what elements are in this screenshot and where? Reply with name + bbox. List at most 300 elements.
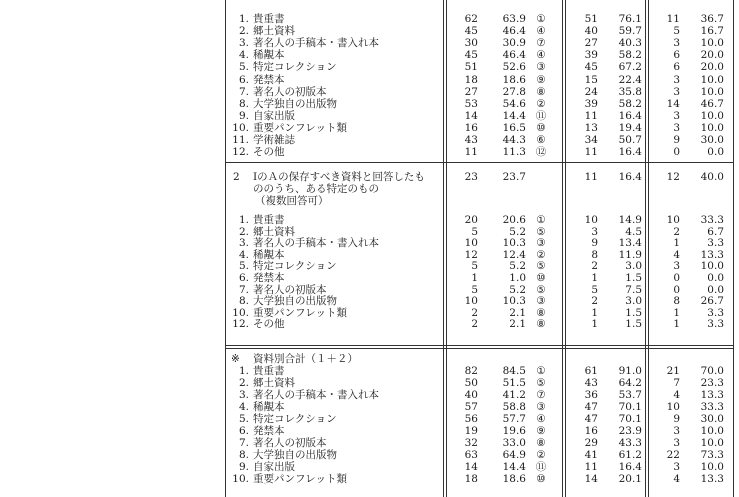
cell-n3: 10 (666, 214, 680, 226)
cell-rank: ⑧ (536, 85, 546, 98)
cell-n1: 53 (464, 97, 478, 110)
section-2-heading-line2: ののうち、ある特定のもの (253, 183, 379, 195)
cell-n3: 9 (673, 413, 680, 425)
cell-p1: 19.6 (502, 425, 526, 437)
cell-n1: 45 (464, 25, 478, 38)
cell-p2: 7.5 (625, 283, 642, 296)
cell-p3: 3.3 (707, 318, 724, 331)
cell-rank: ⑤ (536, 225, 546, 238)
cell-no: 7. (238, 283, 249, 296)
cell-n3: 1 (673, 306, 680, 319)
cell-label: 大学独自の出版物 (253, 295, 337, 308)
table-row (0, 134, 739, 146)
cell-n3: 4 (673, 248, 680, 261)
cell-p1: 10.3 (502, 295, 526, 308)
cell-p2: 14.9 (618, 214, 642, 226)
cell-n3: 0 (673, 283, 680, 296)
table-row (0, 37, 739, 49)
cell-label: 稀覯本 (253, 49, 285, 62)
cell-p2: 4.5 (625, 225, 642, 238)
cell-p3: 0.0 (707, 283, 724, 296)
cell-label: 特定コレクション (253, 61, 337, 74)
cell-p1: 27.8 (502, 85, 526, 98)
cell-p1: 11.3 (502, 146, 526, 159)
section-2-total-n3: 12 (666, 171, 680, 183)
table-row (0, 25, 739, 37)
cell-n1: 56 (464, 413, 478, 425)
section-2-total-p3: 40.0 (700, 171, 724, 183)
cell-no: 3. (238, 37, 249, 50)
cell-n1: 5 (471, 283, 478, 296)
cell-label: 著名人の初版本 (253, 85, 327, 98)
cell-p3: 20.0 (700, 61, 724, 74)
cell-p3: 20.0 (700, 49, 724, 62)
cell-n2: 61 (584, 365, 598, 377)
cell-no: 1. (238, 13, 249, 25)
cell-p2: 13.4 (618, 237, 642, 250)
cell-label: 学術雑誌 (253, 134, 295, 146)
cell-label: 貴重書 (253, 214, 285, 226)
table-row (0, 473, 739, 485)
cell-p3: 10.0 (700, 109, 724, 122)
cell-n3: 3 (673, 73, 680, 86)
cell-n1: 45 (464, 49, 478, 62)
cell-n1: 30 (464, 37, 478, 50)
cell-n1: 43 (464, 134, 478, 146)
table-row (0, 49, 739, 61)
cell-p2: 35.8 (618, 85, 642, 98)
table-row (0, 425, 739, 437)
cell-p2: 11.9 (618, 248, 642, 261)
cell-n2: 1 (591, 318, 598, 331)
cell-p3: 26.7 (700, 295, 724, 308)
cell-rank: ④ (536, 413, 546, 425)
table-row (0, 146, 739, 158)
cell-no: 10. (232, 121, 249, 134)
table-row (0, 61, 739, 73)
cell-no: 1. (238, 214, 249, 226)
section-2-heading-line1: ⅠのＡの保存すべき資料と回答したも (253, 171, 425, 183)
cell-n1: 10 (464, 295, 478, 308)
cell-label: その他 (253, 146, 285, 159)
cell-p3: 23.3 (700, 377, 724, 389)
cell-p1: 2.1 (509, 306, 526, 319)
cell-n1: 40 (464, 389, 478, 401)
cell-n3: 1 (673, 318, 680, 331)
cell-p3: 10.0 (700, 37, 724, 50)
cell-label: 稀覯本 (253, 248, 285, 261)
cell-p3: 3.3 (707, 306, 724, 319)
cell-rank: ⑪ (535, 461, 547, 473)
cell-no: 5. (238, 413, 249, 425)
cell-n2: 9 (591, 237, 598, 250)
cell-p1: 46.4 (502, 49, 526, 62)
table-row (0, 318, 739, 330)
cell-p2: 91.0 (618, 365, 642, 377)
section-2-total-n2: 11 (584, 171, 598, 183)
cell-p2: 58.2 (618, 49, 642, 62)
cell-rank: ④ (536, 25, 546, 38)
cell-p2: 50.7 (618, 134, 642, 146)
cell-p3: 13.3 (700, 248, 724, 261)
cell-n1: 18 (464, 473, 478, 485)
cell-n1: 10 (464, 237, 478, 250)
cell-p3: 10.0 (700, 121, 724, 134)
cell-label: 発禁本 (253, 425, 285, 437)
cell-no: 9. (238, 109, 249, 122)
cell-n2: 10 (584, 214, 598, 226)
cell-p2: 16.4 (618, 146, 642, 159)
table-row (0, 13, 739, 25)
cell-rank: ⑤ (536, 283, 546, 296)
cell-n2: 1 (591, 306, 598, 319)
cell-no: 2. (238, 225, 249, 238)
cell-p2: 43.3 (618, 437, 642, 449)
cell-p3: 16.7 (700, 25, 724, 38)
cell-p1: 5.2 (509, 283, 526, 296)
cell-n1: 19 (464, 425, 478, 437)
cell-n2: 36 (584, 389, 598, 401)
table-row (0, 437, 739, 449)
cell-p1: 5.2 (509, 225, 526, 238)
cell-n3: 11 (666, 13, 680, 25)
cell-rank: ⑧ (536, 306, 546, 319)
section-2-heading-line3: （複数回答可） (255, 195, 329, 207)
table-row (0, 260, 739, 272)
cell-rank: ② (536, 449, 546, 461)
cell-n1: 14 (464, 461, 478, 473)
cell-n3: 5 (673, 25, 680, 38)
cell-no: 10. (232, 306, 249, 319)
cell-n2: 11 (584, 109, 598, 122)
cell-n3: 1 (673, 237, 680, 250)
cell-label: 発禁本 (253, 272, 285, 284)
cell-p1: 16.5 (502, 121, 526, 134)
cell-label: 著名人の初版本 (253, 437, 327, 449)
cell-n2: 39 (584, 49, 598, 62)
cell-p2: 3.0 (625, 295, 642, 308)
cell-rank: ⑧ (536, 437, 546, 449)
cell-p2: 64.2 (618, 377, 642, 389)
cell-no: 6. (238, 425, 249, 437)
table-rule-sec1-end (225, 162, 734, 163)
cell-p2: 53.7 (618, 389, 642, 401)
cell-no: 12. (232, 318, 249, 331)
table-row (0, 284, 739, 296)
table-row (0, 98, 739, 110)
cell-n3: 7 (673, 377, 680, 389)
cell-n1: 51 (464, 61, 478, 74)
cell-p3: 13.3 (700, 473, 724, 485)
cell-rank: ⑨ (536, 425, 546, 437)
cell-n2: 16 (584, 425, 598, 437)
cell-no: 4. (238, 248, 249, 261)
cell-label: 大学独自の出版物 (253, 97, 337, 110)
cell-rank: ⑩ (536, 121, 546, 134)
cell-rank: ⑩ (536, 272, 546, 284)
cell-n1: 5 (471, 260, 478, 273)
cell-n3: 6 (673, 61, 680, 74)
cell-n2: 2 (591, 295, 598, 308)
section-2-total-p1: 23.7 (502, 171, 526, 183)
cell-n3: 6 (673, 49, 680, 62)
section-2-heading-no: 2 (233, 171, 240, 183)
cell-p1: 18.6 (502, 73, 526, 86)
cell-rank: ⑧ (536, 318, 546, 331)
cell-no: 11. (232, 134, 249, 146)
cell-n2: 29 (584, 437, 598, 449)
cell-p2: 70.1 (618, 413, 642, 425)
cell-label: 郷土資料 (253, 377, 295, 389)
cell-n1: 82 (464, 365, 478, 377)
cell-n1: 63 (464, 449, 478, 461)
cell-no: 8. (238, 449, 249, 461)
cell-n3: 3 (673, 260, 680, 273)
table-row (0, 272, 739, 284)
cell-p3: 73.3 (700, 449, 724, 461)
cell-n1: 18 (464, 73, 478, 86)
cell-n1: 62 (464, 13, 478, 25)
cell-n3: 3 (673, 109, 680, 122)
cell-p1: 12.4 (502, 248, 526, 261)
cell-rank: ⑥ (536, 134, 546, 146)
cell-p3: 10.0 (700, 85, 724, 98)
cell-p1: 64.9 (502, 449, 526, 461)
cell-p2: 19.4 (618, 121, 642, 134)
cell-rank: ⑪ (535, 109, 547, 122)
cell-rank: ① (536, 214, 546, 226)
cell-n3: 3 (673, 461, 680, 473)
cell-p2: 70.1 (618, 401, 642, 413)
cell-p1: 51.5 (502, 377, 526, 389)
cell-n1: 27 (464, 85, 478, 98)
cell-p3: 33.3 (700, 401, 724, 413)
cell-label: 特定コレクション (253, 413, 337, 425)
cell-n2: 5 (591, 283, 598, 296)
table-row (0, 74, 739, 86)
table-row (0, 249, 739, 261)
cell-label: 自家出版 (253, 109, 295, 122)
cell-label: 著名人の初版本 (253, 283, 327, 296)
cell-n2: 39 (584, 97, 598, 110)
cell-no: 2. (238, 377, 249, 389)
cell-n2: 45 (584, 61, 598, 74)
table-row (0, 214, 739, 226)
cell-n2: 8 (591, 248, 598, 261)
cell-n2: 15 (584, 73, 598, 86)
table-row (0, 122, 739, 134)
cell-p1: 20.6 (502, 214, 526, 226)
cell-label: 重要パンフレット類 (253, 306, 347, 319)
cell-p3: 3.3 (707, 237, 724, 250)
cell-n1: 14 (464, 109, 478, 122)
cell-rank: ⑨ (536, 73, 546, 86)
section-3-heading-mark: ※ (231, 353, 240, 365)
cell-p3: 10.0 (700, 260, 724, 273)
cell-n3: 22 (666, 449, 680, 461)
cell-label: 重要パンフレット類 (253, 473, 347, 485)
cell-p2: 1.5 (625, 306, 642, 319)
cell-n1: 50 (464, 377, 478, 389)
cell-n3: 0 (673, 272, 680, 284)
cell-no: 6. (238, 272, 249, 284)
cell-no: 8. (238, 97, 249, 110)
table-row (0, 401, 739, 413)
cell-label: 重要パンフレット類 (253, 121, 347, 134)
cell-n3: 3 (673, 121, 680, 134)
cell-no: 3. (238, 237, 249, 250)
cell-label: 著名人の手稿本・書入れ本 (253, 37, 379, 50)
cell-p3: 70.0 (700, 365, 724, 377)
cell-no: 12. (232, 146, 249, 159)
cell-p1: 5.2 (509, 260, 526, 273)
cell-p1: 54.6 (502, 97, 526, 110)
cell-p2: 59.7 (618, 25, 642, 38)
cell-p1: 57.7 (502, 413, 526, 425)
cell-rank: ④ (536, 49, 546, 62)
cell-p3: 36.7 (700, 13, 724, 25)
table-row (0, 307, 739, 319)
cell-no: 5. (238, 61, 249, 74)
cell-p2: 20.1 (618, 473, 642, 485)
cell-p2: 3.0 (625, 260, 642, 273)
cell-rank: ⑫ (535, 146, 547, 159)
table-row (0, 237, 739, 249)
cell-p1: 14.4 (502, 109, 526, 122)
cell-p1: 18.6 (502, 473, 526, 485)
cell-p1: 84.5 (502, 365, 526, 377)
cell-p1: 41.2 (502, 389, 526, 401)
cell-no: 9. (238, 461, 249, 473)
cell-rank: ② (536, 248, 546, 261)
cell-n3: 3 (673, 85, 680, 98)
table-rule-sec2-end (225, 345, 734, 346)
cell-n1: 57 (464, 401, 478, 413)
cell-p3: 10.0 (700, 437, 724, 449)
table-rule-sec2-endb (225, 348, 734, 349)
cell-no: 4. (238, 49, 249, 62)
cell-p3: 6.7 (707, 225, 724, 238)
cell-p3: 0.0 (707, 272, 724, 284)
cell-no: 5. (238, 260, 249, 273)
cell-p2: 1.5 (625, 318, 642, 331)
cell-no: 3. (238, 389, 249, 401)
cell-n3: 10 (666, 401, 680, 413)
cell-rank: ③ (536, 61, 546, 74)
table-row (0, 226, 739, 238)
cell-p3: 13.3 (700, 389, 724, 401)
section-3-heading: 資料別合計（１＋２） (253, 353, 358, 365)
cell-p2: 76.1 (618, 13, 642, 25)
table-row (0, 110, 739, 122)
cell-p1: 30.9 (502, 37, 526, 50)
table-row (0, 413, 739, 425)
cell-p1: 44.3 (502, 134, 526, 146)
cell-n2: 2 (591, 260, 598, 273)
cell-p1: 63.9 (502, 13, 526, 25)
cell-n3: 3 (673, 437, 680, 449)
cell-n2: 34 (584, 134, 598, 146)
cell-p1: 46.4 (502, 25, 526, 38)
cell-n2: 47 (584, 401, 598, 413)
cell-label: 貴重書 (253, 365, 285, 377)
cell-p2: 40.3 (618, 37, 642, 50)
cell-n2: 40 (584, 25, 598, 38)
cell-n3: 2 (673, 225, 680, 238)
cell-rank: ① (536, 365, 546, 377)
cell-p1: 1.0 (509, 272, 526, 284)
cell-label: 大学独自の出版物 (253, 449, 337, 461)
cell-p3: 30.0 (700, 134, 724, 146)
cell-p3: 10.0 (700, 73, 724, 86)
cell-n3: 3 (673, 37, 680, 50)
cell-p1: 10.3 (502, 237, 526, 250)
cell-p2: 22.4 (618, 73, 642, 86)
cell-n2: 1 (591, 272, 598, 284)
cell-no: 6. (238, 73, 249, 86)
cell-rank: ③ (536, 401, 546, 413)
cell-p1: 33.0 (502, 437, 526, 449)
cell-rank: ⑤ (536, 377, 546, 389)
cell-p2: 61.2 (618, 449, 642, 461)
cell-label: 貴重書 (253, 13, 285, 25)
cell-no: 4. (238, 401, 249, 413)
cell-n2: 11 (584, 146, 598, 159)
cell-n2: 24 (584, 85, 598, 98)
cell-label: その他 (253, 318, 285, 331)
table-row (0, 295, 739, 307)
cell-p2: 67.2 (618, 61, 642, 74)
cell-n2: 11 (584, 461, 598, 473)
cell-n1: 32 (464, 437, 478, 449)
cell-p2: 1.5 (625, 272, 642, 284)
table-row (0, 461, 739, 473)
cell-no: 1. (238, 365, 249, 377)
cell-n1: 12 (464, 248, 478, 261)
table-row (0, 449, 739, 461)
table-row (0, 86, 739, 98)
cell-n2: 27 (584, 37, 598, 50)
cell-p1: 52.6 (502, 61, 526, 74)
cell-n3: 0 (673, 146, 680, 159)
cell-p1: 14.4 (502, 461, 526, 473)
cell-n2: 41 (584, 449, 598, 461)
cell-no: 2. (238, 25, 249, 38)
section-2-total-n1: 23 (464, 171, 478, 183)
cell-rank: ⑤ (536, 260, 546, 273)
cell-n1: 16 (464, 121, 478, 134)
cell-p2: 16.4 (618, 461, 642, 473)
table-row (0, 377, 739, 389)
cell-rank: ② (536, 97, 546, 110)
cell-n2: 43 (584, 377, 598, 389)
cell-n2: 14 (584, 473, 598, 485)
cell-p3: 0.0 (707, 146, 724, 159)
cell-p2: 23.9 (618, 425, 642, 437)
cell-n3: 14 (666, 97, 680, 110)
cell-n1: 20 (464, 214, 478, 226)
cell-label: 著名人の手稿本・書入れ本 (253, 389, 379, 401)
cell-no: 10. (232, 473, 249, 485)
cell-label: 稀覯本 (253, 401, 285, 413)
cell-label: 自家出版 (253, 461, 295, 473)
cell-rank: ⑦ (536, 389, 546, 401)
cell-p3: 10.0 (700, 461, 724, 473)
cell-p1: 2.1 (509, 318, 526, 331)
cell-p3: 30.0 (700, 413, 724, 425)
cell-p3: 10.0 (700, 425, 724, 437)
cell-n1: 2 (471, 306, 478, 319)
